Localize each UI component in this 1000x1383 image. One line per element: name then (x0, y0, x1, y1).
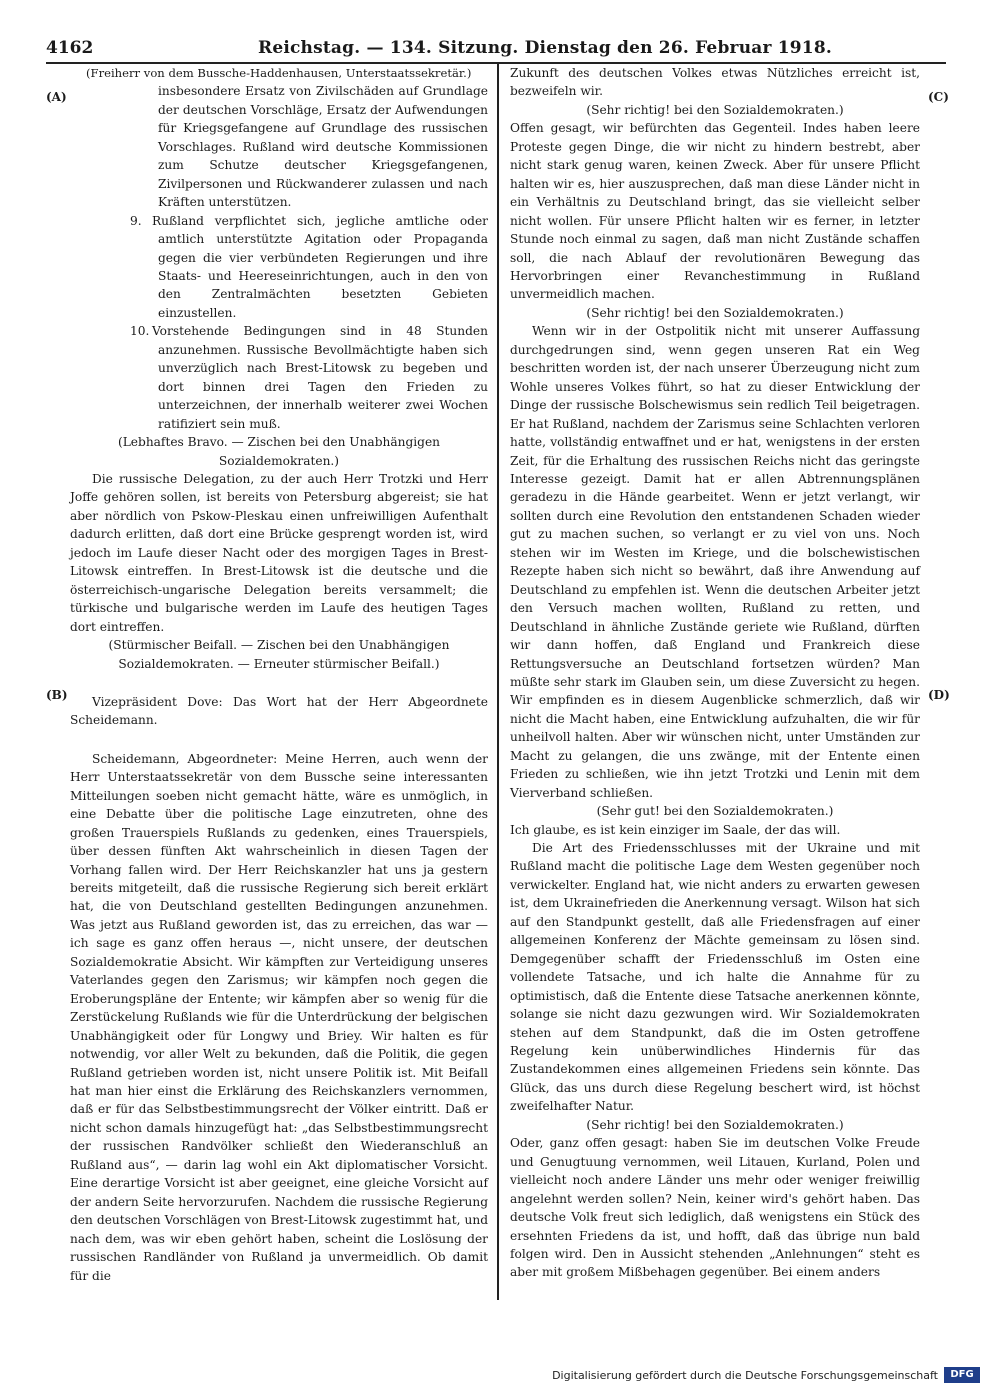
speaker-tag: (Freiherr von dem Bussche-Haddenhausen, Unterstaatssekretär.) (86, 66, 472, 80)
right-column (510, 64, 920, 1282)
column-divider (497, 64, 499, 1300)
left-column (70, 64, 488, 1285)
margin-label-c: (C) (928, 90, 949, 104)
paragraph: Oder, ganz offen gesagt: haben Sie im deutschen Volke Freude und Genugtuung vernommen, weil Litauen, Kurland, Polen und vielleicht noch andere Länder uns mehr oder weniger freiwillig angelehnt werden sollen? Nein, keiner wird's gehört haben. Das deutsche Volk freut sich lediglich, daß wenigstens ein Stück des ersehnten Friedens da ist, und hofft, daß das übrige nun bald folgen wird. Den in Aussicht stehenden „Anlehnungen“ steht es aber mit großem Mißbehagen gegenüber. Bei einem anders (510, 1136, 920, 1280)
spacer (70, 673, 488, 693)
paragraph: Die russische Delegation, zu der auch Herr Trotzki und Herr Joffe gehören sollen, ist bereits von Petersburg abgereist; sie hat aber nördlich von Pskow-Pleskau einen unfreiwilligen Aufenthalt dadurch erlitten, daß dort eine Brücke gesprengt worden ist, wird jedoch im Laufe dieser Nacht oder des morgigen Tages in Brest-Litowsk eintreffen. In Brest-Litowsk ist die deutsche und die österreichisch-ungarische Delegation bereits versammelt; die türkische und bulgarische werden im Laufe des heutigen Tages dort eintreffen. (70, 471, 488, 634)
interjection: (Sehr richtig! bei den Sozialdemokraten.) (586, 102, 844, 117)
page-header (46, 30, 946, 58)
list-item-9 (130, 212, 488, 323)
margin-label-b: (B) (46, 688, 68, 702)
page-number: 4162 (46, 38, 94, 58)
margin-label-a: (A) (46, 90, 67, 104)
paragraph: Offen gesagt, wir befürchten das Gegenteil. Indes haben leere Proteste gegen Dinge, die wir nicht zu hindern bestrebt, aber nicht stark genug waren, keinen Zweck. Aber für unsere Pflicht halten wir es, hier auszusprechen, daß man diese Länder nicht in ein Verhältnis zu Deutschland bringt, das sie vielleicht selber nicht wollen. Für unsere Pflicht halten wir es ferner, in letzter Stunde noch einmal zu sagen, daß man nicht Zustände schaffen soll, die nach Ablauf der revolutionären Bewegung das Hervorbringen einer Revanchestimmung in Rußland unvermeidlich machen. (510, 121, 920, 302)
spacer (70, 730, 488, 750)
interjection: (Stürmischer Beifall. — Zischen bei den Unabhängigen Sozialdemokraten. — Erneuter stürmischer Beifall.) (108, 638, 450, 671)
footer-credit: Digitalisierung gefördert durch die Deutsche Forschungsgemeinschaft (552, 1369, 938, 1382)
dfg-logo: DFG (944, 1367, 980, 1383)
paragraph: Zukunft des deutschen Volkes etwas Nützliches erreicht ist, bezweifeln wir. (510, 66, 920, 99)
paragraph: Ich glaube, es ist kein einziger im Saale, der das will. (510, 822, 841, 837)
margin-label-d: (D) (928, 688, 950, 702)
vice-president-statement: Vizepräsident Dove: Das Wort hat der Herr Abgeordnete Scheidemann. (70, 694, 488, 728)
list-item-number: 10. (130, 324, 150, 339)
list-item-number: 9. (130, 213, 142, 228)
running-title: Reichstag. — 134. Sitzung. Dienstag den 26. Februar 1918. (258, 38, 832, 58)
interjection: (Sehr richtig! bei den Sozialdemokraten.) (586, 305, 844, 320)
paragraph: Die Art des Friedensschlusses mit der Ukraine und mit Rußland macht die politische Lage dem Westen gegenüber noch verwickelter. England hat, wie nicht anders zu erwarten gewesen ist, dem Ukrainefrieden die Anerkennung versagt. Wilson hat sich auf den Standpunkt gestellt, daß alle Friedensfragen auf einer allgemeinen Konferenz der Mächte gemeinsam zu lösen sind. Demgegenüber schafft der Friedensschluß im Osten eine vollendete Tatsache, und ich halte die Annahme für zu optimistisch, daß die Entente diese Tatsache anerkennen könnte, solange sie nicht dazu gezwungen wird. Wir Sozialdemokraten stehen auf dem Standpunkt, daß die im Osten getroffene Regelung kein unüberwindliches Hindernis für das Zustandekommen eines allgemeinen Friedens sein könnte. Das Glück, das uns durch diese Regelung beschert wird, ist höchst zweifelhafter Natur. (510, 841, 920, 1114)
interjection: (Lebhaftes Bravo. — Zischen bei den Unabhängigen Sozialdemokraten.) (117, 435, 441, 468)
list-item-text: Rußland verpflichtet sich, jegliche amtliche oder amtlich unterstützte Agitation oder Propaganda gegen die vier verbündeten Regierungen und ihre Staats- und Heereseinrichtungen, auch in den von den Zentralmächten besetzten Gebieten einzustellen. (152, 213, 488, 320)
speech-paragraph: Scheidemann, Abgeordneter: Meine Herren, auch wenn der Herr Unterstaatssekretär von dem Bussche seine interessanten Mitteilungen soeben nicht gemacht hätte, wäre es unmöglich, in eine Debatte über die politische Lage einzutreten, ohne des großen Trauerspiels Rußlands zu gedenken, eines Trauerspiels, über dessen fünften Akt wahrscheinlich in diesen Tagen der Vorhang fallen wird. Der Herr Reichskanzler hat uns ja gestern bereits mitgeteilt, daß die russische Regierung sich bereit erklärt hat, die von Deutschland gestellten Bedingungen anzunehmen. Was jetzt aus Rußland geworden ist, das zu erreichen, das war — ich sage es ganz offen heraus —, nicht unsere, der deutschen Sozialdemokratie Absicht. Wir kämpften zur Verteidigung unseres Vaterlandes gegen den Zarismus; wir kämpfen noch gegen die Eroberungspläne der Entente; wir kämpfen aber so wenig für die Zerstückelung Rußlands wie für die Unterdrückung der belgischen Unabhängigkeit oder für Longwy und Briey. Wir halten es für notwendig, vor aller Welt zu bekunden, daß die Politik, die gegen Rußland getrieben worden ist, nicht unsere Politik ist. Mit Beifall hat man hier einst die Erklärung des Reichskanzlers vernommen, daß er für das Selbstbestimmungsrecht der Völker eintritt. Daß er nicht schon damals hinzugefügt hat: „das Selbstbestimmungsrecht der russischen Randvölker schließt den Wiederanschluß an Rußland aus“, — darin lag wohl ein Akt diplomatischer Vorsicht. Eine derartige Vorsicht ist aber geeignet, eine gleiche Vorsicht auf der andern Seite hervorzurufen. Nachdem die russische Regierung den deutschen Vorschlägen von Brest-Litowsk zugestimmt hat, und nach dem, was wir eben gehört haben, scheint die Loslösung der russischen Randländer von Rußland ja unvermeidlich. Ob damit für die (70, 751, 488, 1283)
interjection: (Sehr gut! bei den Sozialdemokraten.) (596, 804, 834, 819)
interjection: (Sehr richtig! bei den Sozialdemokraten.) (586, 1117, 844, 1132)
paragraph: Wenn wir in der Ostpolitik nicht mit unserer Auffassung durchgedrungen sind, wenn gegen unseren Rat ein Weg beschritten worden ist, der nach unserer Überzeugung nicht zum Wohle unseres Volkes führt, so hat zu dieser Entwicklung der Dinge der russische Bolschewismus sein redlich Teil beigetragen. Er hat Rußland, nachdem der Zarismus seine Schlachten verloren hatte, vollständig entwaffnet und er hat, wenigstens in der ersten Zeit, für die Erhaltung des russischen Reichs nicht das geringste Interesse gezeigt. Damit hat er allen Abtrennungsplänen geradezu in die Hände gearbeitet. Wenn er jetzt verlangt, wir sollten durch eine Revolution den entstandenen Schaden wieder gut zu machen suchen, so verlangt er zu viel von uns. Noch stehen wir im Westen im Kriege, und die bolschewistischen Rezepte haben sich nicht so bewährt, daß ihre Anwendung auf Deutschland zu empfehlen ist. Wenn die deutschen Arbeiter jetzt den Versuch machen wollten, Rußland zu retten, und Deutschland in ähnliche Zustände geriete wie Rußland, dürften wir dann hoffen, daß England und Frankreich diese Rettungsversuche an Deutschland fortsetzen würden? Man müßte sehr stark im Glauben sein, um diese Zuversicht zu hegen. Wir empfinden es in diesem Augenblicke schmerzlich, daß wir nicht die Macht haben, eine Entwicklung aufzuhalten, die wir für unheilvoll halten. Aber wir wünschen nicht, unter Umständen zur Macht zu gelangen, die uns zwänge, mit der Entente einen Frieden zu schließen, wie ihn jetzt Trotzki und Lenin mit dem Vierverband schließen. (510, 324, 920, 800)
list-item-text: Vorstehende Bedingungen sind in 48 Stunden anzunehmen. Russische Bevollmächtigte haben sich unverzüglich nach Brest-Litowsk zu begeben und dort binnen drei Tagen den Frieden zu unterzeichnen, der innerhalb weiterer zwei Wochen ratifiziert sein muß. (152, 324, 488, 431)
list-item-10 (130, 322, 488, 433)
list-item-8-continued: insbesondere Ersatz von Zivilschäden auf Grundlage der deutschen Vorschläge, Ersatz der Aufwendungen für Kriegsgefangene auf Grundlage des russischen Vorschlages. Rußland wird deutsche Kommissionen zum Schutze deutscher Kriegsgefangenen, Zivilpersonen und Rückwanderer zulassen und nach Kräften unterstützen. (158, 84, 488, 210)
